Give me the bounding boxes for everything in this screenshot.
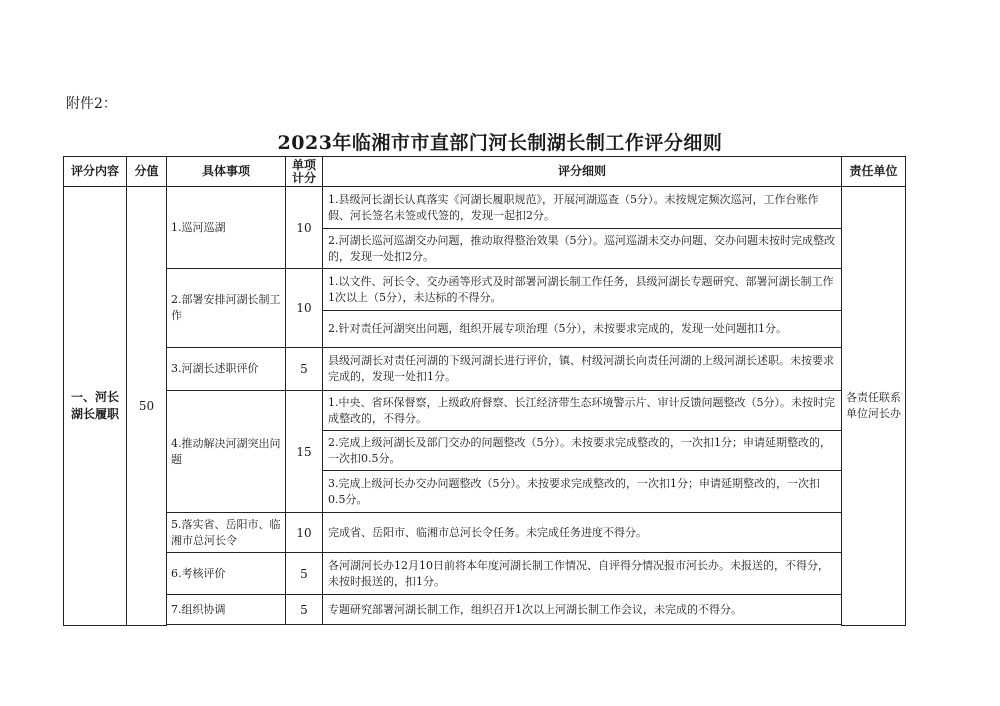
page-title: 2023年临湘市市直部门河长制湖长制工作评分细则 — [277, 132, 723, 154]
table-row — [64, 391, 906, 431]
item-detail: 县级河湖长对责任河湖的下级河湖长进行评价，镇、村级河湖长向责任河湖的上级河湖长述职。未按要求完成的，发现一处扣1分。 — [323, 348, 842, 391]
item-name: 6.考核评价 — [167, 553, 286, 595]
table-row — [64, 187, 906, 229]
table-row — [64, 348, 906, 391]
item-points: 15 — [286, 391, 323, 513]
responsible-unit: 各责任联系单位河长办 — [842, 187, 906, 626]
item-name: 5.落实省、岳阳市、临湘市总河长令 — [167, 513, 286, 553]
item-points: 10 — [286, 187, 323, 269]
category-score: 50 — [127, 187, 167, 626]
header-item: 具体事项 — [167, 157, 286, 187]
item-name: 4.推动解决河湖突出问题 — [167, 391, 286, 513]
item-detail: 3.完成上级河长办交办问题整改（5分）。未按要求完成整改的，一次扣1分；申请延期整改的，一次扣0.5分。 — [323, 471, 842, 513]
item-points: 5 — [286, 595, 323, 625]
item-detail: 2.针对责任河湖突出问题，组织开展专项治理（5分），未按要求完成的，发现一处问题扣1分。 — [323, 311, 842, 348]
category-name: 一、河长湖长履职 — [64, 187, 127, 626]
item-points: 5 — [286, 553, 323, 595]
item-points: 10 — [286, 513, 323, 553]
item-detail: 2.河湖长巡河巡湖交办问题，推动取得整治效果（5分）。巡河巡湖未交办问题、交办问题未按时完成整改的，发现一处扣2分。 — [323, 229, 842, 269]
table-row-spacer — [64, 625, 906, 626]
table-row — [64, 595, 906, 625]
attachment-label: 附件2： — [66, 96, 117, 112]
item-detail: 各河湖河长办12月10日前将本年度河湖长制工作情况、自评得分情况报市河长办。未报送的，不得分，未按时报送的，扣1分。 — [323, 553, 842, 595]
table-row — [64, 513, 906, 553]
header-details: 评分细则 — [323, 157, 842, 187]
header-row — [64, 157, 906, 187]
item-detail: 1.县级河长湖长认真落实《河湖长履职规范》，开展河湖巡查（5分）。未按规定频次巡河，工作台账作假、河长签名未签或代签的，发现一起扣2分。 — [323, 187, 842, 229]
item-detail: 1.以文件、河长令、交办函等形式及时部署河湖长制工作任务，县级河湖长专题研究、部署河湖长制工作1次以上（5分），未达标的不得分。 — [323, 269, 842, 311]
item-detail: 2.完成上级河湖长及部门交办的问题整改（5分）。未按要求完成整改的，一次扣1分；申请延期整改的，一次扣0.5分。 — [323, 431, 842, 471]
item-points: 5 — [286, 348, 323, 391]
spacer-cell — [167, 625, 842, 626]
table-row — [64, 553, 906, 595]
header-item-points: 单项计分 — [286, 157, 323, 187]
item-name: 1.巡河巡湖 — [167, 187, 286, 269]
header-responsible: 责任单位 — [842, 157, 906, 187]
scoring-table — [63, 156, 906, 626]
item-name: 7.组织协调 — [167, 595, 286, 625]
header-score: 分值 — [127, 157, 167, 187]
header-content: 评分内容 — [64, 157, 127, 187]
item-points: 10 — [286, 269, 323, 348]
item-name: 2.部署安排河湖长制工作 — [167, 269, 286, 348]
item-detail: 专题研究部署河湖长制工作，组织召开1次以上河湖长制工作会议，未完成的不得分。 — [323, 595, 842, 625]
table-row — [64, 269, 906, 311]
item-detail: 1.中央、省环保督察，上级政府督察、长江经济带生态环境警示片、审计反馈问题整改（5分）。未按时完成整改的，不得分。 — [323, 391, 842, 431]
item-detail: 完成省、岳阳市、临湘市总河长令任务。未完成任务进度不得分。 — [323, 513, 842, 553]
item-name: 3.河湖长述职评价 — [167, 348, 286, 391]
